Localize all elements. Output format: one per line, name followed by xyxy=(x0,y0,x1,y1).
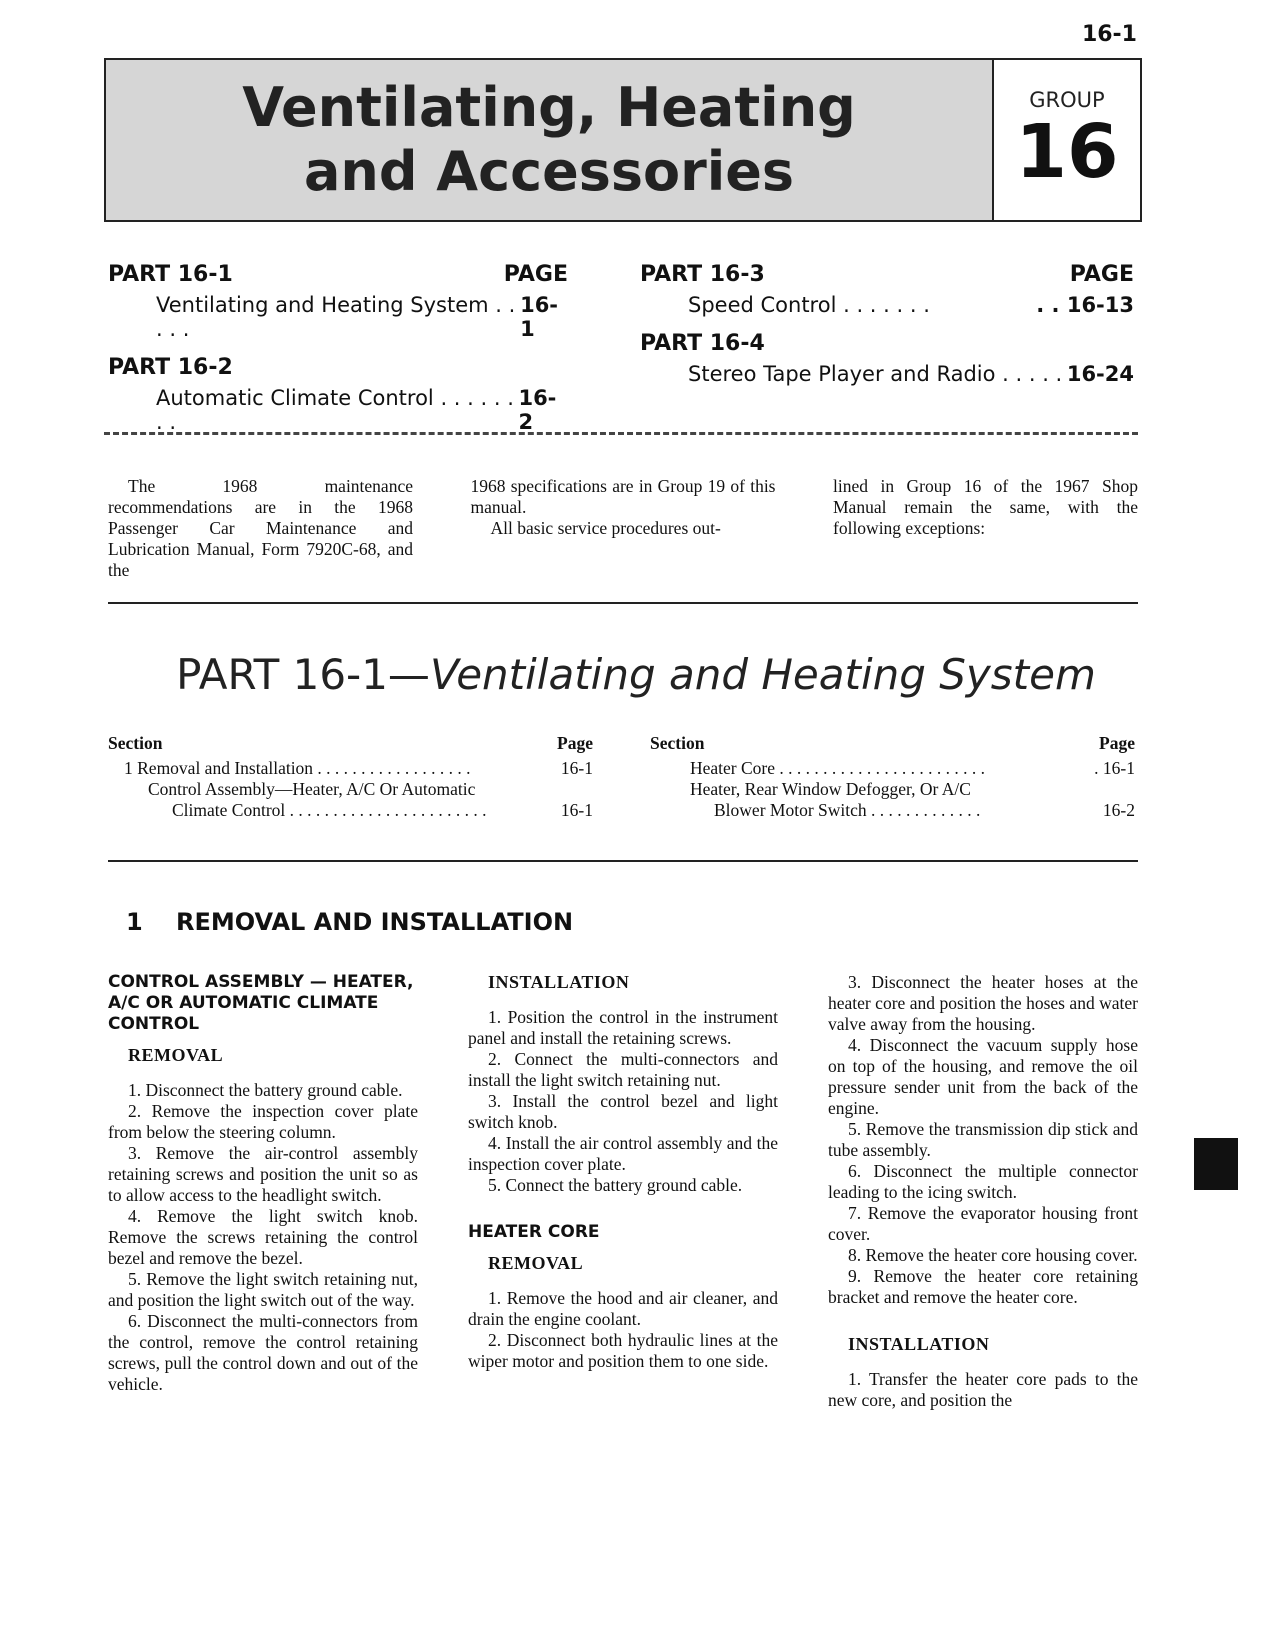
procedure-step: 1. Position the control in the instrument panel and install the retaining screws. xyxy=(468,1007,778,1048)
section-label: Section xyxy=(108,733,163,753)
section-title-text: REMOVAL AND INSTALLATION xyxy=(176,908,574,936)
section-toc-entry-title: Heater, Rear Window Defogger, Or A/C xyxy=(690,779,971,799)
procedure-heading: REMOVAL xyxy=(488,1253,584,1273)
page-number: 16-1 xyxy=(1081,22,1137,47)
intro-col-2 xyxy=(471,476,776,581)
toc-entry[interactable] xyxy=(108,386,568,434)
section-toc-right xyxy=(650,733,1135,821)
section-toc-entry[interactable] xyxy=(650,779,1135,800)
procedure-step: 3. Disconnect the heater hoses at the heater core and position the hoses and water valve away from the housing. xyxy=(828,972,1138,1034)
group-box xyxy=(994,60,1140,220)
section-toc-entry[interactable] xyxy=(650,800,1135,821)
banner-title-line1: Ventilating, Heating xyxy=(242,76,856,139)
procedure-step: 4. Disconnect the vacuum supply hose on top of the housing, and remove the oil pressure sender unit from the back of the engine. xyxy=(828,1035,1138,1118)
section-toc-entry-page: 16-1 xyxy=(560,800,593,820)
section-title xyxy=(126,908,573,936)
procedure-step: 4. Install the air control assembly and the inspection cover plate. xyxy=(468,1133,778,1174)
section-toc-entry-title: Climate Control . . . . . . . . . . . . . . . . . . . . . . . xyxy=(172,800,487,820)
toc-part-heading xyxy=(640,262,1134,287)
group-banner xyxy=(104,58,1142,222)
body-column-1 xyxy=(108,972,418,1395)
procedure-step: 7. Remove the evaporator housing front cover. xyxy=(828,1203,1138,1244)
section-toc-entry-title: Heater Core . . . . . . . . . . . . . . . . . . . . . . . . xyxy=(690,758,986,778)
part-heading xyxy=(0,650,1272,699)
intro-paragraph: 1968 specifications are in Group 19 of this manual. xyxy=(470,476,776,517)
toc-entry-title: Ventilating and Heating System . . . . . xyxy=(156,293,516,341)
procedure-step: 1. Disconnect the battery ground cable. xyxy=(128,1080,403,1100)
intro-paragraph: The 1968 maintenance recommendations are in the 1968 Passenger Car Maintenance and Lubrication Manual, Form 7920C-68, and the xyxy=(108,476,413,580)
procedure-step: 2. Remove the inspection cover plate from below the steering column. xyxy=(108,1101,418,1142)
group-label: GROUP xyxy=(1029,88,1105,112)
divider-rough xyxy=(104,432,1138,435)
section-toc-header xyxy=(650,733,1135,754)
toc-part-heading xyxy=(108,355,568,380)
toc-page-label: PAGE xyxy=(503,262,568,287)
toc-entry[interactable] xyxy=(640,293,1134,317)
procedure-step: 1. Transfer the heater core pads to the new core, and position the xyxy=(828,1369,1138,1410)
toc-part-label: PART 16-4 xyxy=(640,331,765,356)
procedure-step: 6. Disconnect the multi-connectors from the control, remove the control retaining screws, pull the control down and out of the vehicle. xyxy=(108,1311,418,1394)
procedure-step: 5. Remove the transmission dip stick and tube assembly. xyxy=(828,1119,1138,1160)
toc-part-label: PART 16-3 xyxy=(640,262,765,287)
banner-title-line2: and Accessories xyxy=(303,140,795,203)
section-toc-entry[interactable] xyxy=(108,800,593,821)
intro-col-1 xyxy=(108,476,413,581)
toc-entry-page: . . 16-13 xyxy=(1036,293,1134,317)
intro-col-3 xyxy=(833,476,1138,581)
section-toc-entry-page: 16-2 xyxy=(1102,800,1135,820)
part-heading-title: Ventilating and Heating System xyxy=(429,650,1096,699)
section-toc-entry[interactable] xyxy=(108,758,593,779)
subsection-heading: CONTROL ASSEMBLY — HEATER, A/C OR AUTOMATIC CLIMATE CONTROL xyxy=(108,972,414,1034)
toc-entry[interactable] xyxy=(640,362,1134,386)
toc-entry-page: 16-2 xyxy=(518,386,557,434)
section-label: Section xyxy=(650,733,705,753)
side-index-tab xyxy=(1194,1138,1238,1190)
section-toc-entry[interactable] xyxy=(108,779,593,800)
procedure-step: 1. Remove the hood and air cleaner, and drain the engine coolant. xyxy=(468,1288,778,1329)
section-toc-left xyxy=(108,733,593,821)
procedure-heading: REMOVAL xyxy=(128,1045,224,1065)
procedure-step: 3. Remove the air-control assembly retaining screws and position the unit so as to allow access to the headlight switch. xyxy=(108,1143,418,1205)
toc-part-heading xyxy=(640,331,1134,356)
subsection-heading: HEATER CORE xyxy=(468,1222,600,1242)
procedure-heading: INSTALLATION xyxy=(848,1334,990,1354)
toc-part-label: PART 16-1 xyxy=(108,262,233,287)
section-toc-header xyxy=(108,733,593,754)
page-label: Page xyxy=(1099,733,1135,753)
section-toc-entry-page: 16-1 xyxy=(560,758,593,778)
section-toc-entry-title: Control Assembly—Heater, A/C Or Automatic xyxy=(148,779,476,799)
banner-title xyxy=(106,60,994,220)
group-number: 16 xyxy=(1015,109,1119,195)
toc-entry-page: 16-1 xyxy=(520,293,559,341)
toc-entry-title: Automatic Climate Control . . . . . . . . xyxy=(156,386,514,434)
procedure-step: 9. Remove the heater core retaining bracket and remove the heater core. xyxy=(828,1266,1138,1307)
procedure-step: 6. Disconnect the multiple connector leading to the icing switch. xyxy=(828,1161,1138,1202)
divider xyxy=(108,860,1138,862)
procedure-step: 5. Remove the light switch retaining nut, and position the light switch out of the way. xyxy=(108,1269,418,1310)
procedure-step: 4. Remove the light switch knob. Remove the screws retaining the control bezel and remove the bezel. xyxy=(108,1206,418,1268)
section-toc-entry-title: 1 Removal and Installation . . . . . . . . . . . . . . . . . . xyxy=(124,758,471,778)
body-column-3 xyxy=(828,972,1138,1411)
page-label: Page xyxy=(557,733,593,753)
part-heading-prefix: PART 16-1— xyxy=(176,650,430,699)
procedure-step: 5. Connect the battery ground cable. xyxy=(488,1175,743,1195)
procedure-step: 3. Install the control bezel and light switch knob. xyxy=(468,1091,778,1132)
procedure-step: 2. Disconnect both hydraulic lines at the wiper motor and position them to one side. xyxy=(468,1330,778,1371)
toc-entry-title: Speed Control . . . . . . . xyxy=(688,293,930,317)
toc-entry-page: 16-24 xyxy=(1066,362,1134,386)
procedure-step: 2. Connect the multi-connectors and install the light switch retaining nut. xyxy=(468,1049,778,1090)
intro-paragraph: lined in Group 16 of the 1967 Shop Manual remain the same, with the following exceptions: xyxy=(833,476,1138,538)
toc-part-label: PART 16-2 xyxy=(108,355,233,380)
toc-entry[interactable] xyxy=(108,293,568,341)
toc-entry-title: Stereo Tape Player and Radio . . . . . xyxy=(688,362,1063,386)
procedure-heading: INSTALLATION xyxy=(488,972,630,992)
body-column-2 xyxy=(468,972,778,1372)
section-toc-entry-title: Blower Motor Switch . . . . . . . . . . . . . xyxy=(714,800,981,820)
procedure-step: 8. Remove the heater core housing cover. xyxy=(848,1245,1138,1265)
section-toc-entry-page: . 16-1 xyxy=(1094,758,1135,778)
toc-page-label: PAGE xyxy=(1069,262,1134,287)
toc-right xyxy=(640,262,1134,400)
toc-left xyxy=(108,262,568,448)
intro-paragraph: All basic service procedures out- xyxy=(490,518,721,538)
section-number: 1 xyxy=(126,908,143,936)
section-toc-entry[interactable] xyxy=(650,758,1135,779)
toc-part-heading xyxy=(108,262,568,287)
intro-text xyxy=(108,476,1138,581)
divider xyxy=(108,602,1138,604)
